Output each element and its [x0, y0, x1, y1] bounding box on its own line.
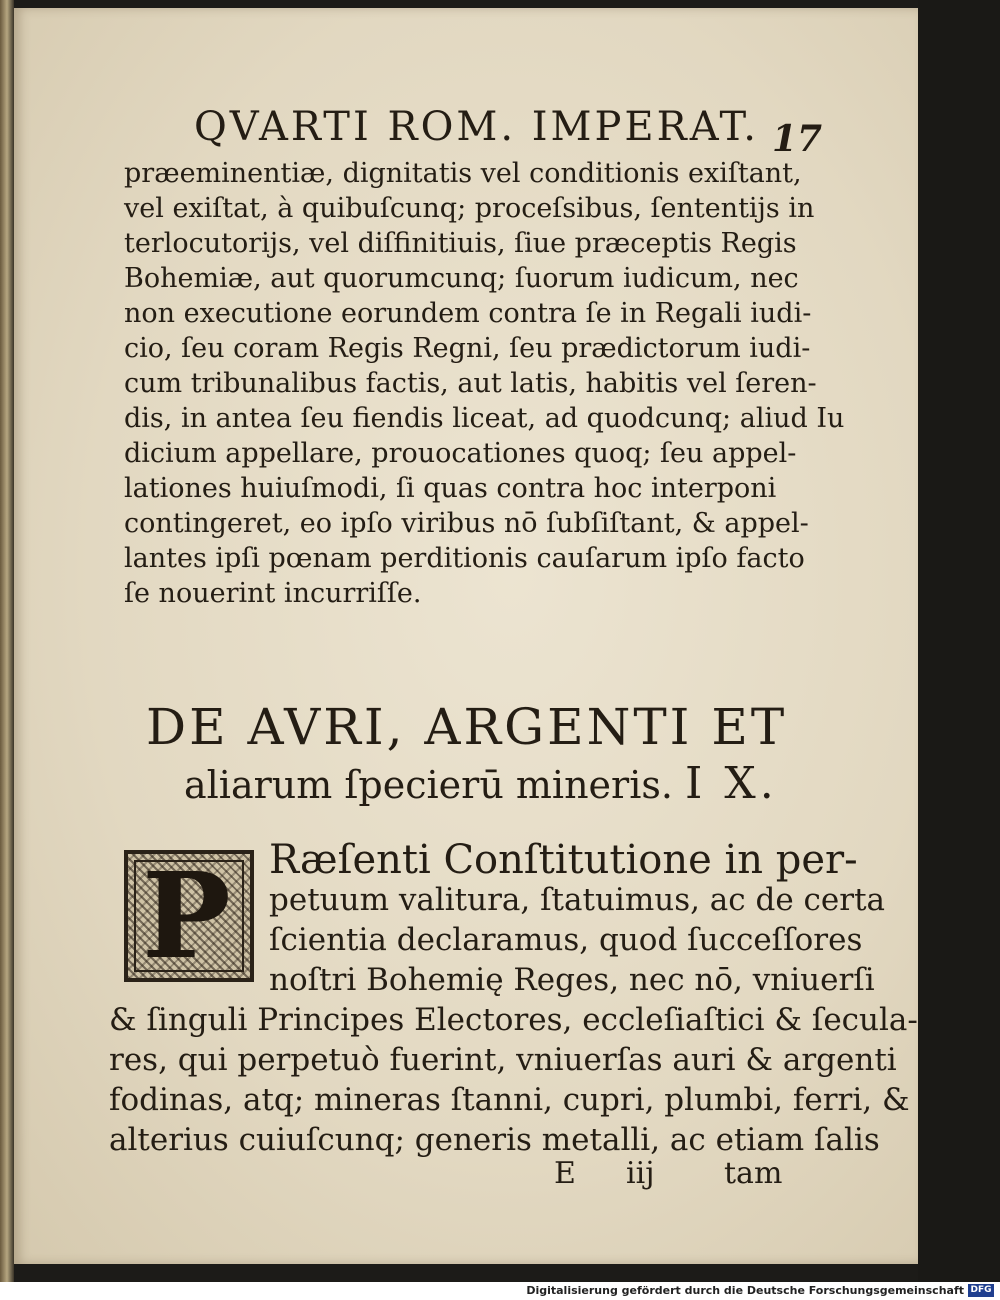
text-line: Bohemiæ, aut quorumcunq; ſuorum iudicum, nec	[124, 263, 799, 294]
funding-credit: Digitalisierung gefördert durch die Deutsche Forschungsgemeinschaft	[526, 1284, 964, 1297]
text-line: vel exiſtat, à quibuſcunq; proceſsibus, ſententijs in	[124, 193, 815, 224]
running-head: QVARTI ROM. IMPERAT.	[194, 104, 759, 150]
text-line: ſe nouerint incurriſſe.	[124, 578, 422, 609]
text-line: fodinas, atq; mineras ſtanni, cupri, plumbi, ferri, &	[109, 1082, 910, 1118]
body-text	[124, 156, 845, 611]
subheading-text: aliarum ſpecierū mineris.	[184, 763, 673, 807]
text-line: cio, ſeu coram Regis Regni, ſeu prædictorum iudi-	[124, 333, 811, 364]
continued-text	[109, 1000, 918, 1160]
book-page	[14, 8, 918, 1264]
text-line: lationes huiuſmodi, ſi quas contra hoc interponi	[124, 473, 777, 504]
signature-number: iij	[626, 1156, 655, 1191]
footer-bar	[0, 1282, 1000, 1300]
text-line: præeminentiæ, dignitatis vel conditionis exiſtant,	[124, 158, 802, 189]
text-line: ſcientia declaramus, quod ſucceſſores	[269, 922, 863, 958]
catchword: tam	[724, 1156, 783, 1191]
text-line: cum tribunalibus factis, aut latis, habitis vel ſeren-	[124, 368, 817, 399]
text-line: alterius cuiuſcunq; generis metalli, ac etiam ſalis	[109, 1122, 880, 1158]
chapter-heading: DE AVRI, ARGENTI ET	[146, 698, 788, 756]
text-line: & ſinguli Principes Electores, eccleſiaſtici & ſecula-	[109, 1002, 918, 1038]
indented-text	[269, 837, 886, 1000]
text-line: petuum valitura, ſtatuimus, ac de certa	[269, 882, 886, 918]
text-line: dis, in antea ſeu fiendis liceat, ad quodcunq; aliud Iu	[124, 403, 845, 434]
text-line: res, qui perpetuò fuerint, vniuerſas auri & argenti	[109, 1042, 897, 1078]
text-line: noſtri Bohemię Reges, nec nō, vniuerſi	[269, 962, 875, 998]
scan-background	[918, 0, 1000, 1282]
text-line: contingeret, eo ipſo viribus nō ſubſiſtant, & appel-	[124, 508, 809, 539]
text-line: Ræſenti Conſtitutione in per-	[269, 837, 858, 883]
book-spine-edge	[0, 0, 14, 1282]
dfg-logo: DFG	[968, 1284, 994, 1297]
text-line: lantes ipſi pœnam perditionis cauſarum ipſo facto	[124, 543, 805, 574]
text-line: terlocutorijs, vel diſfinitiuis, ſiue præceptis Regis	[124, 228, 797, 259]
text-line: dicium appellare, prouocationes quoq; ſeu appel-	[124, 438, 797, 469]
signature-mark: E	[554, 1156, 576, 1191]
chapter-number: I X.	[685, 758, 778, 809]
page-number: 17	[772, 118, 823, 160]
decorated-initial	[124, 846, 254, 985]
chapter-subheading	[184, 758, 778, 809]
text-line: non executione eorundem contra ſe in Regali iudi-	[124, 298, 812, 329]
initial-letter: P	[142, 846, 231, 985]
